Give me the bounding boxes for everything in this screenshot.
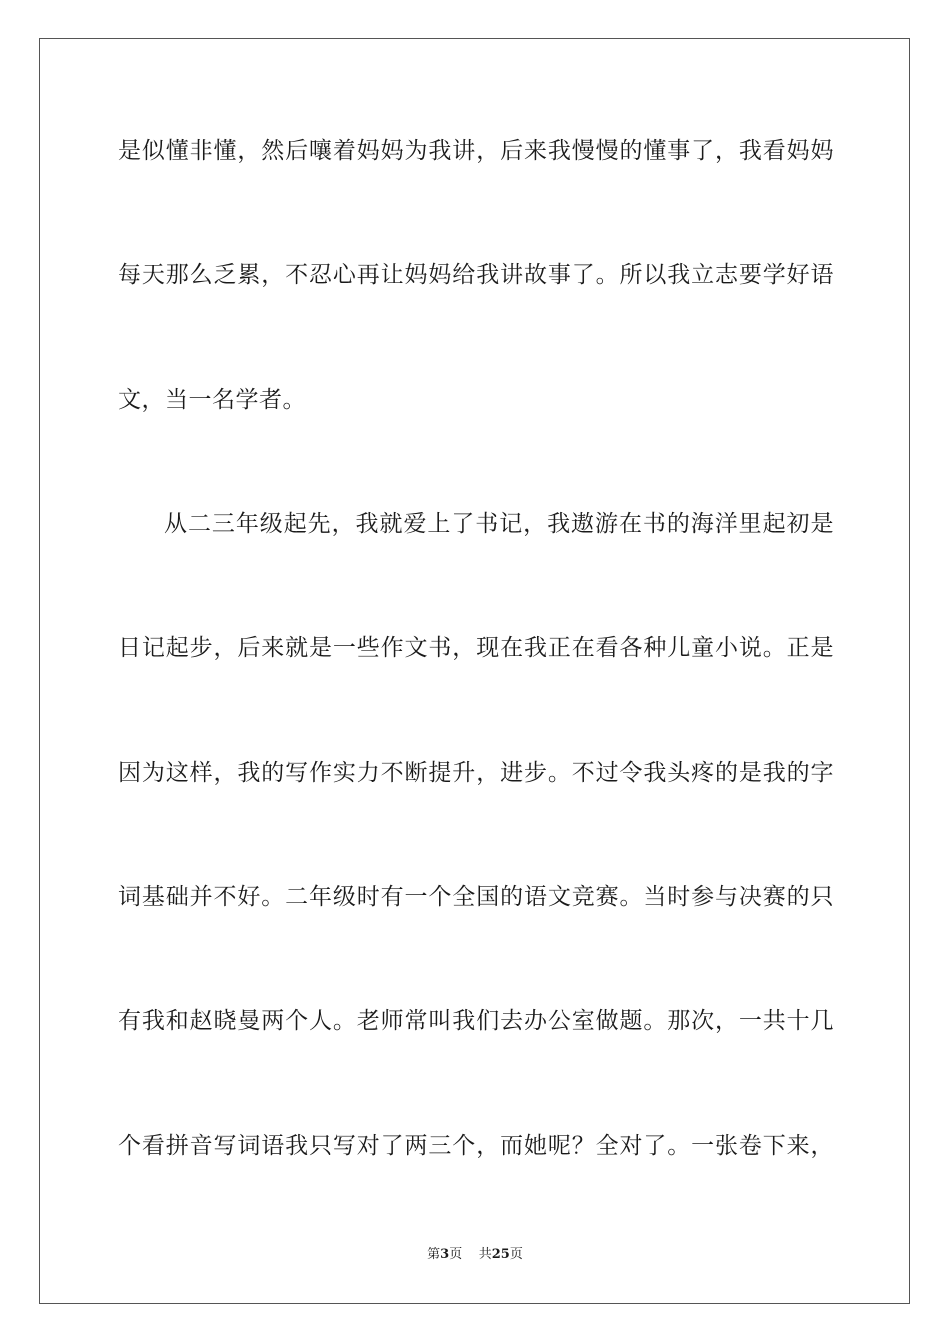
page-footer <box>0 1246 950 1264</box>
total-prefix: 共 <box>478 1247 492 1262</box>
text-line-6: 因为这样，我的写作实力不断提升，进步。不过令我头疼的是我的字 <box>118 760 834 786</box>
text-line-1: 是似懂非懂，然后嚷着妈妈为我讲，后来我慢慢的懂事了，我看妈妈 <box>118 138 834 164</box>
text-line-8: 有我和赵晓曼两个人。老师常叫我们去办公室做题。那次，一共十几 <box>118 1008 834 1034</box>
page-number: 3 <box>440 1247 450 1262</box>
page-border <box>39 38 910 1304</box>
text-line-5: 日记起步，后来就是一些作文书，现在我正在看各种儿童小说。正是 <box>118 635 834 661</box>
total-pages: 25 <box>491 1247 510 1262</box>
total-suffix: 页 <box>509 1247 523 1262</box>
text-line-2: 每天那么乏累，不忍心再让妈妈给我讲故事了。所以我立志要学好语 <box>118 262 834 288</box>
text-line-9: 个看拼音写词语我只写对了两三个，而她呢？全对了。一张卷下来， <box>118 1133 834 1159</box>
page-suffix: 页 <box>449 1247 463 1262</box>
text-line-4-paragraph-start: 从二三年级起先，我就爱上了书记，我遨游在书的海洋里起初是 <box>164 511 834 537</box>
text-line-3: 文，当一名学者。 <box>118 387 306 413</box>
page-prefix: 第 <box>427 1247 441 1262</box>
text-line-7: 词基础并不好。二年级时有一个全国的语文竞赛。当时参与决赛的只 <box>118 884 834 910</box>
